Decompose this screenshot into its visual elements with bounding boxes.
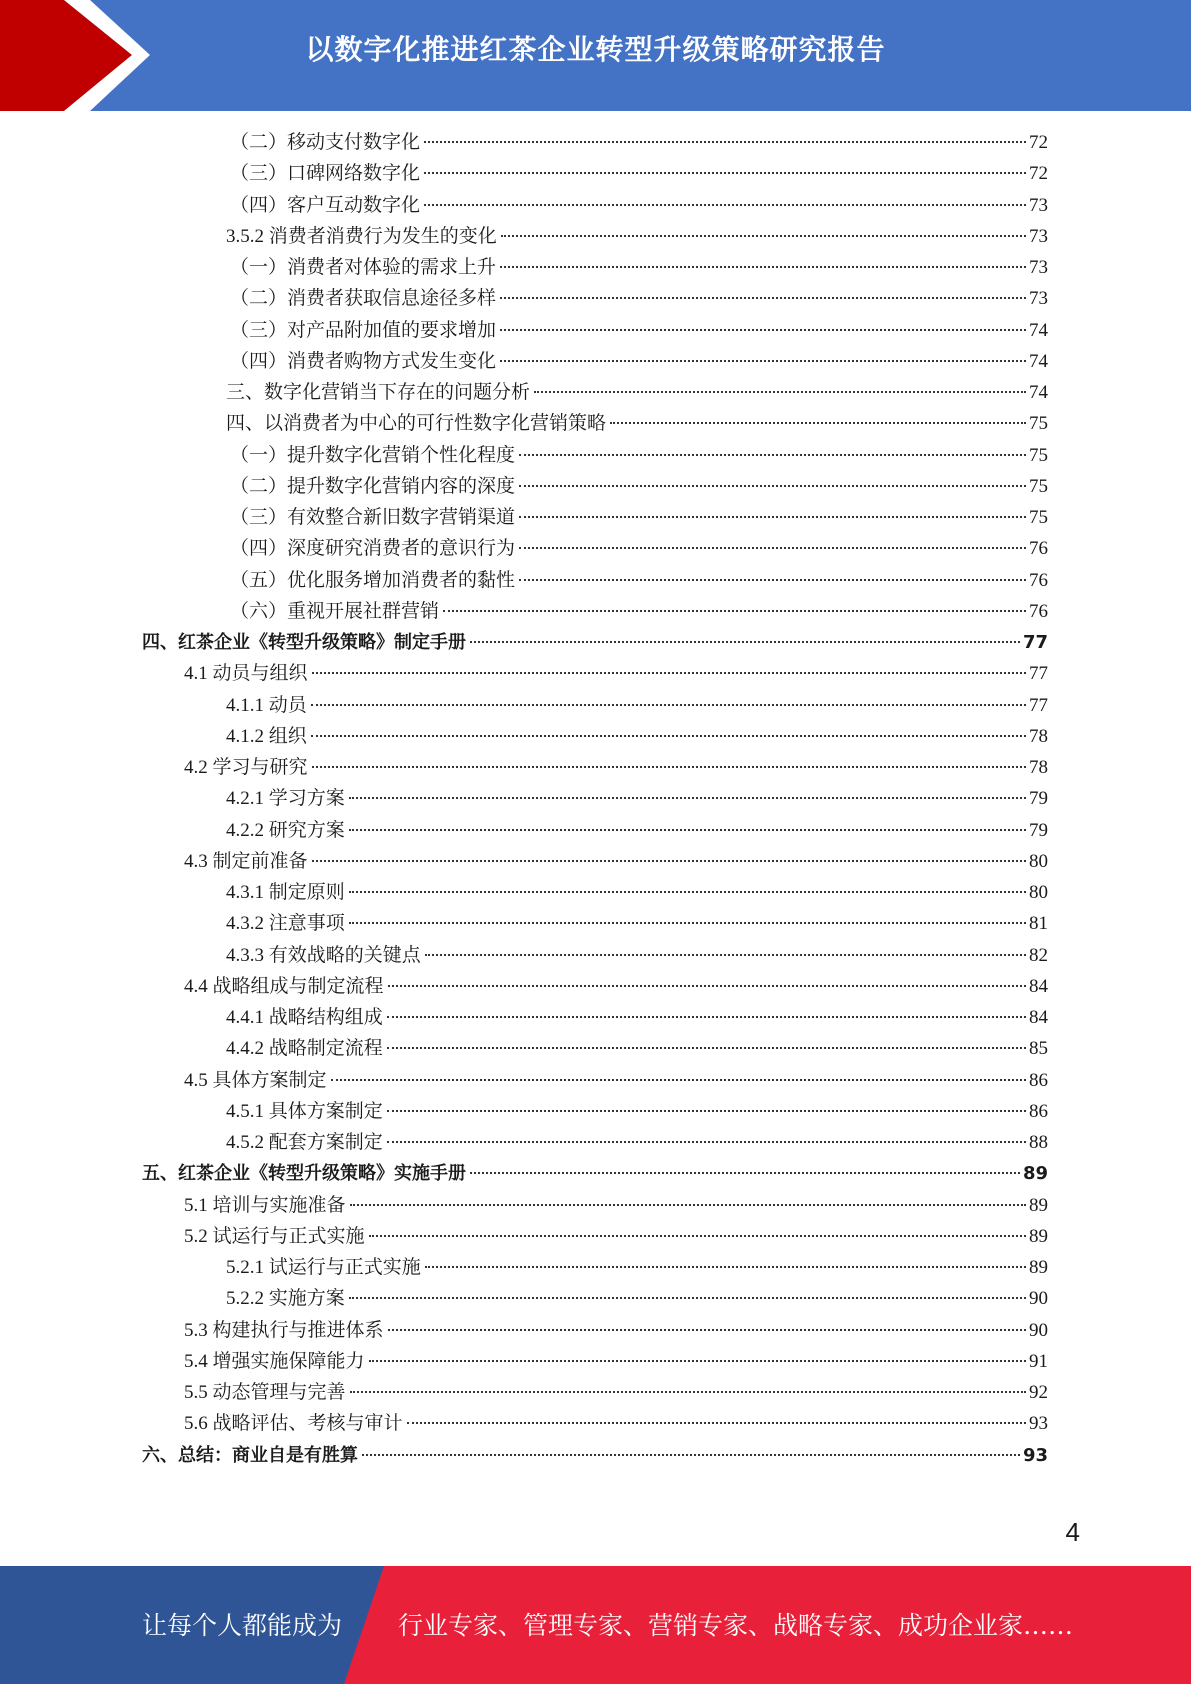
toc-entry-page: 90	[1029, 1319, 1048, 1341]
toc-entry[interactable]	[184, 971, 1048, 1002]
toc-entry[interactable]	[226, 408, 1048, 439]
toc-dot-leader	[349, 922, 1026, 924]
toc-entry-title: 5.2.1 试运行与正式实施	[226, 1257, 421, 1278]
toc-entry[interactable]	[226, 721, 1048, 752]
toc-dot-leader	[500, 360, 1026, 362]
footer-slogan-right: 行业专家、管理专家、营销专家、战略专家、成功企业家……	[398, 1611, 1074, 1640]
toc-entry-title: 四、以消费者为中心的可行性数字化营销策略	[226, 413, 607, 435]
toc-entry-page: 74	[1029, 382, 1048, 403]
toc-dot-leader	[519, 547, 1026, 549]
toc-dot-leader	[349, 797, 1026, 799]
toc-entry-page: 79	[1029, 788, 1048, 810]
toc-entry-page: 89	[1029, 1194, 1048, 1216]
toc-dot-leader	[349, 829, 1026, 831]
toc-dot-leader	[519, 485, 1026, 487]
toc-dot-leader	[407, 1422, 1026, 1424]
toc-entry[interactable]	[230, 440, 1048, 471]
toc-entry-title: 5.6 战略评估、考核与审计	[184, 1413, 403, 1435]
toc-entry-title: 五、红茶企业《转型升级策略》实施手册	[142, 1163, 466, 1185]
toc-entry[interactable]	[184, 658, 1048, 689]
toc-dot-leader	[424, 204, 1026, 206]
toc-entry-page: 89	[1022, 1163, 1048, 1185]
toc-entry-page: 76	[1029, 600, 1048, 622]
toc-entry[interactable]	[226, 783, 1048, 814]
toc-dot-leader	[470, 641, 1020, 643]
toc-entry[interactable]	[184, 846, 1048, 877]
toc-entry[interactable]	[226, 1127, 1048, 1158]
toc-entry-title: （一）消费者对体验的需求上升	[230, 257, 497, 278]
toc-entry-page: 72	[1029, 163, 1048, 185]
toc-entry-page: 74	[1029, 350, 1048, 372]
toc-entry-title: 4.5.2 配套方案制定	[226, 1132, 383, 1153]
toc-entry-title: 5.5 动态管理与完善	[184, 1382, 346, 1403]
toc-dot-leader	[534, 391, 1026, 393]
toc-entry[interactable]	[230, 190, 1048, 221]
toc-dot-leader	[350, 1391, 1026, 1393]
toc-dot-leader	[369, 1360, 1026, 1362]
toc-entry-page: 75	[1029, 475, 1048, 497]
toc-entry-page: 73	[1029, 225, 1048, 247]
toc-entry-page: 80	[1029, 850, 1048, 872]
toc-entry-title: （一）提升数字化营销个性化程度	[230, 444, 516, 466]
toc-dot-leader	[349, 891, 1026, 893]
toc-dot-leader	[312, 672, 1026, 674]
toc-entry[interactable]	[226, 690, 1048, 721]
toc-entry-page: 93	[1022, 1444, 1048, 1466]
toc-dot-leader	[610, 422, 1026, 424]
toc-entry-title: 5.1 培训与实施准备	[184, 1194, 346, 1216]
toc-dot-leader	[424, 141, 1026, 143]
toc-entry-title: （四）深度研究消费者的意识行为	[230, 538, 516, 560]
toc-entry[interactable]	[230, 252, 1048, 283]
toc-entry-title: 4.4.1 战略结构组成	[226, 1007, 383, 1028]
toc-dot-leader	[312, 766, 1026, 768]
toc-dot-leader	[500, 266, 1026, 268]
toc-dot-leader	[388, 1329, 1026, 1331]
toc-entry[interactable]	[142, 627, 1048, 658]
toc-entry-page: 73	[1029, 288, 1048, 310]
toc-entry-title: 4.2.1 学习方案	[226, 788, 345, 810]
toc-entry[interactable]	[230, 315, 1048, 346]
toc-entry[interactable]	[230, 283, 1048, 314]
toc-dot-leader	[387, 1141, 1026, 1143]
toc-entry-page: 89	[1029, 1257, 1048, 1278]
toc-entry-page: 75	[1029, 507, 1048, 528]
toc-entry-page: 82	[1029, 944, 1048, 966]
toc-entry-page: 90	[1029, 1288, 1048, 1310]
toc-entry-page: 89	[1029, 1225, 1048, 1247]
toc-entry-title: 5.4 增强实施保障能力	[184, 1350, 365, 1372]
toc-entry-page: 75	[1029, 444, 1048, 466]
toc-entry[interactable]	[184, 1190, 1048, 1221]
toc-entry-page: 93	[1029, 1413, 1048, 1435]
toc-dot-leader	[501, 235, 1026, 237]
toc-entry-title: 4.1 动员与组织	[184, 663, 308, 685]
toc-entry[interactable]	[184, 1221, 1048, 1252]
toc-dot-leader	[500, 329, 1026, 331]
toc-entry[interactable]	[226, 1033, 1048, 1064]
toc-entry-title: 4.3 制定前准备	[184, 850, 308, 872]
toc-entry[interactable]	[184, 752, 1048, 783]
toc-entry-title: 四、红茶企业《转型升级策略》制定手册	[142, 632, 466, 653]
toc-entry-page: 73	[1029, 194, 1048, 216]
toc-entry-title: （六）重视开展社群营销	[230, 600, 440, 622]
toc-entry-title: （三）有效整合新旧数字营销渠道	[230, 507, 516, 528]
toc-dot-leader	[311, 735, 1026, 737]
toc-entry-page: 91	[1029, 1350, 1048, 1372]
toc-dot-leader	[369, 1235, 1026, 1237]
toc-dot-leader	[519, 516, 1026, 518]
toc-entry-title: 4.3.1 制定原则	[226, 882, 345, 903]
toc-entry-page: 78	[1029, 757, 1048, 778]
toc-dot-leader	[312, 860, 1026, 862]
toc-entry-page: 92	[1029, 1382, 1048, 1403]
toc-dot-leader	[470, 1172, 1020, 1174]
toc-entry-page: 76	[1029, 538, 1048, 560]
toc-entry-title: 三、数字化营销当下存在的问题分析	[226, 382, 531, 403]
page-footer	[0, 1566, 1191, 1684]
toc-entry-title: 4.5 具体方案制定	[184, 1069, 327, 1091]
toc-entry-title: 5.3 构建执行与推进体系	[184, 1319, 384, 1341]
toc-entry-page: 77	[1029, 663, 1048, 685]
toc-entry[interactable]	[230, 565, 1048, 596]
toc-entry[interactable]	[230, 596, 1048, 627]
toc-entry-page: 76	[1029, 569, 1048, 591]
toc-entry[interactable]	[184, 1315, 1048, 1346]
toc-entry-page: 74	[1029, 319, 1048, 341]
document-title: 以数字化推进红茶企业转型升级策略研究报告	[305, 33, 886, 66]
toc-dot-leader	[443, 610, 1026, 612]
toc-dot-leader	[311, 704, 1026, 706]
toc-dot-leader	[425, 1266, 1026, 1268]
toc-entry-page: 78	[1029, 725, 1048, 747]
toc-entry-title: 4.3.3 有效战略的关键点	[226, 944, 421, 966]
toc-entry[interactable]	[184, 1377, 1048, 1408]
toc-entry[interactable]	[226, 221, 1048, 252]
toc-dot-leader	[500, 297, 1026, 299]
toc-dot-leader	[387, 1047, 1026, 1049]
toc-entry[interactable]	[226, 1096, 1048, 1127]
toc-entry[interactable]	[230, 346, 1048, 377]
toc-entry-page: 85	[1029, 1038, 1048, 1060]
toc-entry-title: 5.2 试运行与正式实施	[184, 1225, 365, 1247]
toc-entry[interactable]	[226, 1002, 1048, 1033]
page-header	[0, 0, 1191, 111]
toc-entry[interactable]	[184, 1346, 1048, 1377]
toc-entry-title: 4.2 学习与研究	[184, 757, 308, 778]
toc-entry-title: 4.5.1 具体方案制定	[226, 1100, 383, 1122]
toc-dot-leader	[349, 1297, 1026, 1299]
toc-entry[interactable]	[226, 940, 1048, 971]
toc-entry[interactable]	[226, 1283, 1048, 1314]
toc-entry-title: （二）提升数字化营销内容的深度	[230, 475, 516, 497]
toc-entry-page: 81	[1029, 913, 1048, 935]
toc-entry-title: （三）对产品附加值的要求增加	[230, 319, 497, 341]
table-of-contents	[0, 127, 1191, 1471]
toc-entry-title: 4.1.2 组织	[226, 725, 307, 747]
toc-entry[interactable]	[230, 127, 1048, 158]
toc-entry[interactable]	[230, 471, 1048, 502]
toc-dot-leader	[331, 1079, 1026, 1081]
toc-dot-leader	[519, 454, 1026, 456]
toc-dot-leader	[424, 172, 1026, 174]
toc-entry-title: 4.2.2 研究方案	[226, 819, 345, 841]
toc-entry[interactable]	[230, 158, 1048, 189]
toc-entry-title: 4.4.2 战略制定流程	[226, 1038, 383, 1060]
toc-entry-page: 80	[1029, 882, 1048, 903]
toc-entry-page: 77	[1022, 632, 1048, 653]
toc-entry-page: 75	[1029, 413, 1048, 435]
toc-entry[interactable]	[142, 1440, 1048, 1471]
toc-entry[interactable]	[226, 377, 1048, 408]
toc-entry-title: 3.5.2 消费者消费行为发生的变化	[226, 225, 497, 247]
toc-entry-page: 77	[1029, 694, 1048, 716]
toc-entry-title: 4.1.1 动员	[226, 694, 307, 716]
toc-dot-leader	[425, 954, 1026, 956]
toc-entry-page: 72	[1029, 132, 1048, 153]
toc-dot-leader	[519, 579, 1026, 581]
toc-entry-page: 73	[1029, 257, 1048, 278]
toc-entry-title: （五）优化服务增加消费者的黏性	[230, 569, 516, 591]
toc-entry-page: 88	[1029, 1132, 1048, 1153]
toc-entry-title: （四）客户互动数字化	[230, 194, 421, 216]
toc-entry[interactable]	[226, 877, 1048, 908]
toc-entry-title: （三）口碑网络数字化	[230, 163, 421, 185]
toc-entry-page: 79	[1029, 819, 1048, 841]
toc-entry-title: 4.4 战略组成与制定流程	[184, 975, 384, 997]
toc-entry-title: 六、总结：商业自是有胜算	[142, 1444, 358, 1466]
footer-slogan-left: 让每个人都能成为	[142, 1611, 343, 1640]
toc-dot-leader	[388, 985, 1026, 987]
toc-entry[interactable]	[230, 533, 1048, 564]
toc-entry[interactable]	[226, 1252, 1048, 1283]
toc-entry-page: 86	[1029, 1100, 1048, 1122]
toc-entry[interactable]	[184, 1408, 1048, 1439]
toc-dot-leader	[350, 1204, 1026, 1206]
toc-entry[interactable]	[226, 815, 1048, 846]
page-number: 4	[1065, 1517, 1080, 1547]
toc-entry[interactable]	[184, 1065, 1048, 1096]
toc-entry-page: 86	[1029, 1069, 1048, 1091]
toc-entry-title: 4.3.2 注意事项	[226, 913, 345, 935]
toc-entry-page: 84	[1029, 1007, 1048, 1028]
toc-entry-title: （二）移动支付数字化	[230, 132, 421, 153]
toc-dot-leader	[387, 1110, 1026, 1112]
toc-entry-title: （四）消费者购物方式发生变化	[230, 350, 497, 372]
toc-entry[interactable]	[142, 1158, 1048, 1189]
toc-entry[interactable]	[230, 502, 1048, 533]
toc-entry-title: 5.2.2 实施方案	[226, 1288, 345, 1310]
toc-entry-title: （二）消费者获取信息途径多样	[230, 288, 497, 310]
toc-entry-page: 84	[1029, 975, 1048, 997]
toc-entry[interactable]	[226, 908, 1048, 939]
toc-dot-leader	[362, 1454, 1020, 1456]
toc-dot-leader	[387, 1016, 1026, 1018]
